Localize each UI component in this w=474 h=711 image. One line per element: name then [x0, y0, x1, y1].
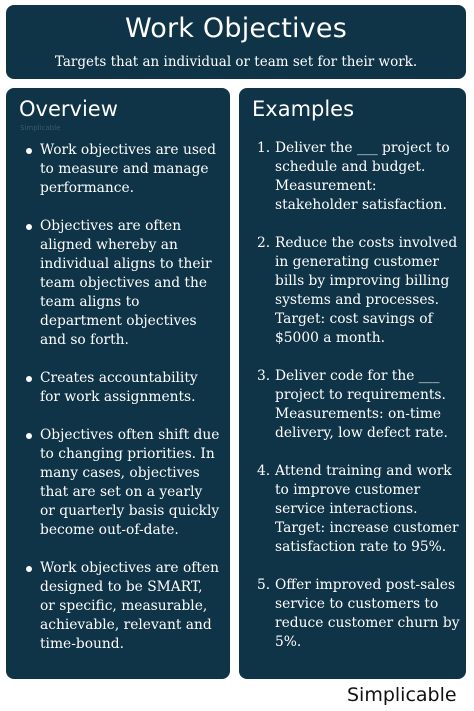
example-text: Attend training and work to improve customer service interactions. Target: increase customer satisfaction rate to 95%. [275, 463, 459, 555]
example-item [255, 139, 460, 215]
bullet-icon [26, 433, 32, 439]
page-title: Work Objectives [124, 13, 348, 44]
example-number: 4. [257, 463, 271, 479]
bullet-icon [26, 148, 32, 154]
overview-item [20, 217, 220, 350]
overview-item [20, 559, 220, 654]
example-text: Deliver the ___ project to schedule and budget. Measurement: stakeholder satisfaction. [275, 140, 450, 213]
overview-item-text: Objectives are often aligned whereby an individual aligns to their team objectives and the team aligns to department objectives and so forth. [40, 218, 212, 348]
overview-item-text: Work objectives are used to measure and manage performance. [40, 142, 216, 196]
header-panel [6, 5, 466, 79]
example-text: Deliver code for the ___ project to requirements. Measurements: on-time delivery, low defect rate. [275, 368, 448, 441]
bullet-icon [26, 224, 32, 230]
example-item [255, 462, 460, 557]
example-item [255, 367, 460, 443]
overview-item [20, 369, 220, 407]
bullet-icon [26, 376, 32, 382]
overview-title: Overview [19, 97, 118, 121]
example-text: Reduce the costs involved in generating customer bills by improving billing systems and processes. Target: cost savings of $5000 a month. [275, 235, 458, 346]
example-item [255, 234, 460, 348]
brand-logo: Simplicable [347, 684, 457, 706]
bullet-icon [26, 566, 32, 572]
example-text: Offer improved post-sales service to customers to reduce customer churn by 5%. [275, 577, 460, 650]
example-number: 1. [257, 140, 271, 156]
example-number: 2. [257, 235, 271, 251]
overview-item-text: Creates accountability for work assignments. [40, 370, 198, 405]
watermark: Simplicable [20, 124, 61, 132]
example-item [255, 576, 460, 652]
overview-item-text: Work objectives are often designed to be SMART, or specific, measurable, achievable, relevant and time-bound. [40, 560, 219, 652]
overview-panel [6, 88, 230, 679]
page-subtitle: Targets that an individual or team set for their work. [54, 54, 418, 70]
examples-panel [239, 88, 466, 679]
overview-item [20, 426, 220, 540]
examples-list [255, 139, 460, 671]
examples-title: Examples [252, 97, 355, 121]
overview-list [20, 141, 220, 673]
overview-item [20, 141, 220, 198]
example-number: 3. [257, 368, 271, 384]
overview-item-text: Objectives often shift due to changing priorities. In many cases, objectives that are set on a yearly or quarterly basis quickly become out-of-date. [40, 427, 220, 538]
example-number: 5. [257, 577, 271, 593]
